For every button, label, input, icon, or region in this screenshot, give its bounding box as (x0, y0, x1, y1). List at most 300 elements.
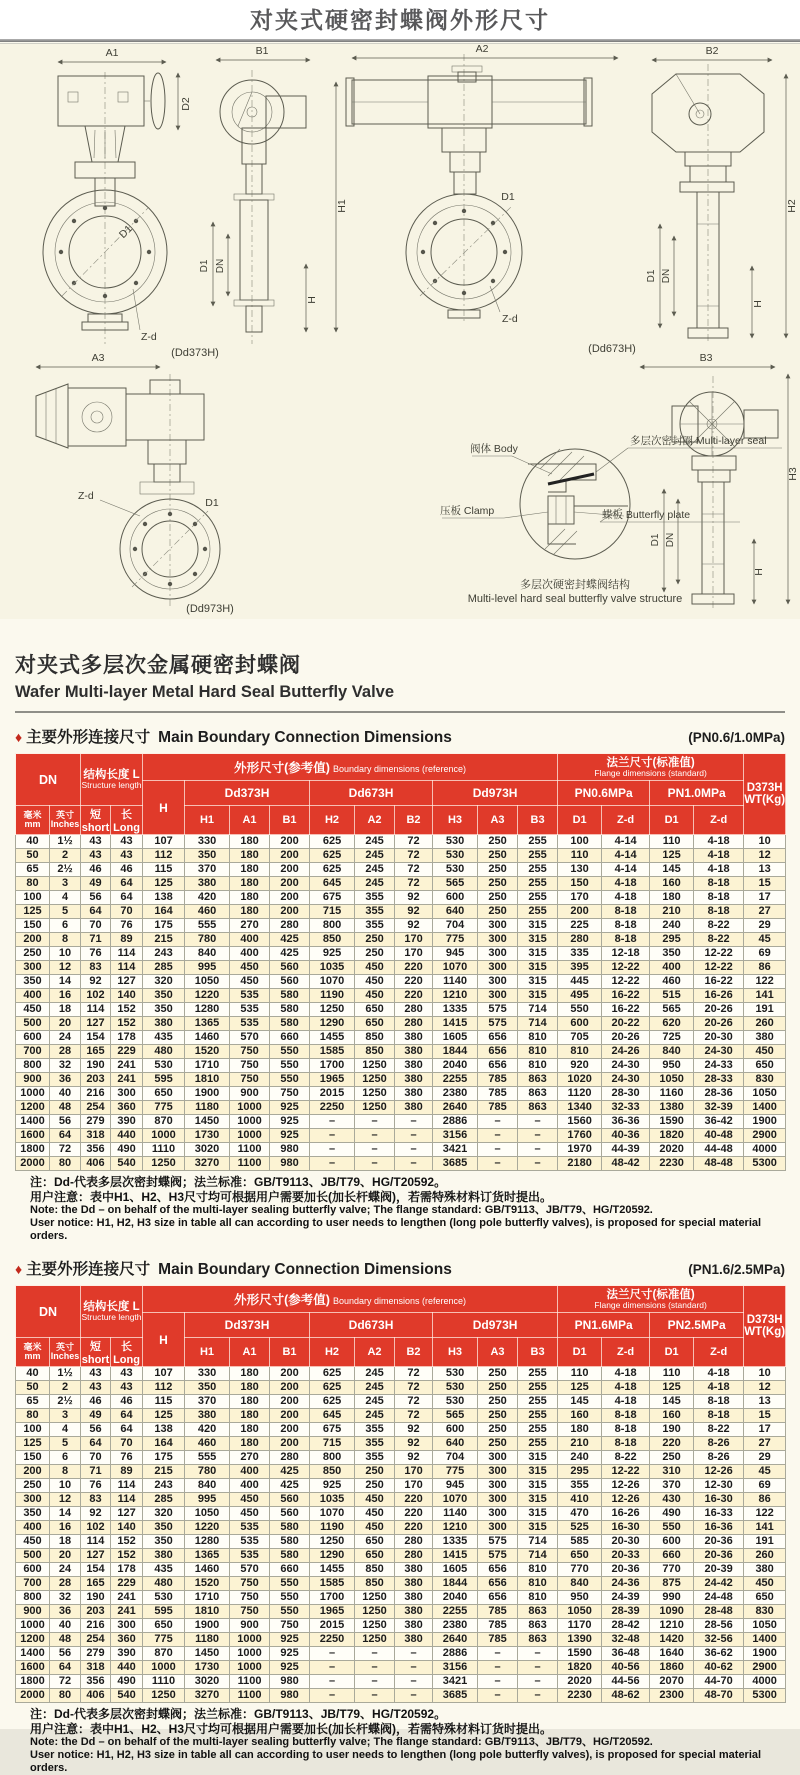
table-cell: 2230 (650, 1157, 694, 1171)
col-dd373h: Dd373H (185, 781, 310, 806)
table-cell: 300 (478, 933, 518, 947)
table-cell: 300 (478, 1465, 518, 1479)
table-cell: – (518, 1675, 558, 1689)
table-cell: 2255 (433, 1605, 478, 1619)
table-cell: 8 (50, 1465, 81, 1479)
dim-b2: B2 (705, 45, 719, 57)
table-cell: 1335 (433, 1003, 478, 1017)
table-row (16, 1689, 786, 1703)
table-cell: 160 (650, 1409, 694, 1423)
table-cell: 24-33 (694, 1059, 744, 1073)
table-cell: 24-26 (602, 1045, 650, 1059)
table-cell: 1250 (355, 1605, 395, 1619)
table-cell: 850 (355, 1563, 395, 1577)
table-cell: 180 (230, 1395, 270, 1409)
table-cell: 255 (518, 1409, 558, 1423)
table-cell: 5 (50, 1437, 81, 1451)
table-cell: 300 (478, 1479, 518, 1493)
table-cell: 450 (355, 989, 395, 1003)
table-cell: 810 (518, 1591, 558, 1605)
table-cell: 1710 (185, 1059, 230, 1073)
caption-dd973h: (Dd973H) (186, 603, 234, 615)
table-cell: 700 (16, 1045, 50, 1059)
table-heading-en: Main Boundary Connection Dimensions (158, 1261, 452, 1278)
table-cell: 8-18 (694, 891, 744, 905)
table-cell: 154 (81, 1031, 111, 1045)
dim-zd: Z-d (78, 490, 94, 502)
col-zd-b: Z-d (694, 806, 744, 835)
table-cell: 1290 (310, 1549, 355, 1563)
table-cell: 20-26 (694, 1017, 744, 1031)
table-cell: 24-30 (602, 1073, 650, 1087)
col-h1: H1 (185, 806, 230, 835)
table-cell: 495 (558, 989, 602, 1003)
table-cell: 138 (143, 891, 185, 905)
table-cell: 525 (558, 1521, 602, 1535)
table-cell: 1900 (744, 1115, 786, 1129)
table-cell: – (478, 1143, 518, 1157)
table-cell: 16-26 (694, 989, 744, 1003)
table-cell: 200 (270, 1423, 310, 1437)
table-cell: 127 (81, 1017, 111, 1031)
table-cell: 10 (744, 835, 786, 849)
table-cell: 12 (50, 961, 81, 975)
table-cell: 350 (16, 1507, 50, 1521)
table-cell: 69 (744, 947, 786, 961)
table-cell: 241 (111, 1591, 143, 1605)
table-cell: 270 (230, 919, 270, 933)
table-body (16, 835, 786, 1171)
table-cell: 125 (558, 1381, 602, 1395)
table-cell: 406 (81, 1689, 111, 1703)
table-cell: 555 (185, 1451, 230, 1465)
view-electric-side (640, 352, 799, 609)
table-cell: 315 (518, 961, 558, 975)
page-title: 对夹式硬密封蝶阀外形尺寸 (250, 7, 550, 33)
col-dd973h: Dd973H (433, 781, 558, 806)
table-cell: 535 (230, 989, 270, 1003)
dim-d1: D1 (646, 269, 657, 283)
table-cell: 1050 (185, 975, 230, 989)
view-pneumatic-front (346, 43, 618, 325)
table-cell: 925 (270, 1115, 310, 1129)
table-cell: 355 (355, 1437, 395, 1451)
table-cell: 1250 (143, 1157, 185, 1171)
table-cell: 245 (355, 877, 395, 891)
table-cell: 255 (518, 1437, 558, 1451)
table-cell: 1520 (185, 1577, 230, 1591)
table-cell: 2020 (558, 1675, 602, 1689)
table-cell: 530 (433, 1367, 478, 1381)
table-cell: 72 (395, 1381, 433, 1395)
table-cell: 1000 (230, 1129, 270, 1143)
table-cell: 250 (355, 1479, 395, 1493)
table-cell: 250 (478, 863, 518, 877)
table-cell: 200 (270, 891, 310, 905)
table-cell: 650 (355, 1003, 395, 1017)
table-cell: 380 (143, 1017, 185, 1031)
table-row (16, 1115, 786, 1129)
table-cell: 80 (16, 877, 50, 891)
table-cell: 850 (355, 1577, 395, 1591)
table-cell: 138 (143, 1423, 185, 1437)
table-cell: 40-48 (694, 1129, 744, 1143)
table-cell: 530 (143, 1591, 185, 1605)
table-cell: 49 (81, 1409, 111, 1423)
table-cell: 1844 (433, 1045, 478, 1059)
table-cell: 250 (478, 1409, 518, 1423)
table-cell: 125 (650, 849, 694, 863)
table-cell: – (355, 1675, 395, 1689)
view-pneumatic-side (646, 45, 798, 344)
table-cell: 550 (270, 1045, 310, 1059)
table-cell: – (395, 1661, 433, 1675)
table-cell: 229 (111, 1045, 143, 1059)
table-cell: 114 (111, 1479, 143, 1493)
table-cell: 255 (518, 891, 558, 905)
table-cell: 1210 (433, 1521, 478, 1535)
table-cell: 12-22 (602, 1465, 650, 1479)
table-cell: 102 (81, 989, 111, 1003)
table-cell: 200 (270, 849, 310, 863)
table-cell: 1110 (143, 1143, 185, 1157)
table-cell: 704 (433, 919, 478, 933)
table-cell: 705 (558, 1031, 602, 1045)
table-cell: 3270 (185, 1157, 230, 1171)
table-cell: 6 (50, 919, 81, 933)
table-cell: 2070 (650, 1675, 694, 1689)
table-row (16, 1143, 786, 1157)
table-cell: 71 (81, 1465, 111, 1479)
table-cell: 16-30 (694, 1493, 744, 1507)
table-cell: 1450 (185, 1647, 230, 1661)
table-cell: 250 (478, 1423, 518, 1437)
table-cell: 350 (185, 849, 230, 863)
table-cell: 17 (744, 1423, 786, 1437)
table-cell: 300 (16, 1493, 50, 1507)
table-cell: 1100 (230, 1689, 270, 1703)
table-cell: 995 (185, 1493, 230, 1507)
table-cell: 460 (185, 905, 230, 919)
table-cell: 1100 (230, 1675, 270, 1689)
table-cell: 69 (744, 1479, 786, 1493)
table-cell: 480 (143, 1045, 185, 1059)
table-row (16, 989, 786, 1003)
table-cell: 390 (111, 1115, 143, 1129)
table-cell: 650 (355, 1549, 395, 1563)
table-cell: 650 (355, 1017, 395, 1031)
table-cell: 114 (111, 1493, 143, 1507)
table-row (16, 1451, 786, 1465)
table-cell: 1600 (16, 1661, 50, 1675)
table-cell: 625 (310, 1381, 355, 1395)
table-body (16, 1367, 786, 1703)
table-cell: 12-26 (602, 1493, 650, 1507)
table-cell: 300 (478, 989, 518, 1003)
table-cell: 925 (270, 1661, 310, 1675)
table-cell: 178 (111, 1031, 143, 1045)
table-cell: 356 (81, 1675, 111, 1689)
table-cell: 16-22 (602, 989, 650, 1003)
table-cell: 355 (355, 1451, 395, 1465)
table-cell: 425 (270, 933, 310, 947)
table-cell: 1365 (185, 1017, 230, 1031)
table-cell: 16-30 (602, 1521, 650, 1535)
table-cell: 1640 (650, 1647, 694, 1661)
table-row (16, 1479, 786, 1493)
table-cell: 12-30 (694, 1479, 744, 1493)
table-cell: 125 (143, 1409, 185, 1423)
table-cell: 1½ (50, 835, 81, 849)
table-cell: 625 (310, 863, 355, 877)
table-cell: 43 (81, 849, 111, 863)
table-cell: 530 (433, 849, 478, 863)
table-cell: 140 (111, 989, 143, 1003)
table-cell: 645 (310, 877, 355, 891)
table-cell: 115 (143, 863, 185, 877)
table-cell: 295 (650, 933, 694, 947)
callout-plate: 蝶板 Butterfly plate (602, 509, 691, 521)
table-cell: 145 (650, 1395, 694, 1409)
table-cell: 16-36 (694, 1521, 744, 1535)
table-cell: 1335 (433, 1535, 478, 1549)
table-cell: 70 (111, 905, 143, 919)
table-cell: 2000 (16, 1689, 50, 1703)
table-cell: 92 (81, 1507, 111, 1521)
table-cell: 255 (518, 849, 558, 863)
table-cell: 785 (478, 1073, 518, 1087)
table-cell: 560 (270, 1493, 310, 1507)
table-cell: 56 (50, 1115, 81, 1129)
table-cell: 5300 (744, 1689, 786, 1703)
table-cell: 2886 (433, 1647, 478, 1661)
table-cell: 620 (650, 1017, 694, 1031)
table-cell: 1000 (230, 1633, 270, 1647)
table-cell: 560 (270, 961, 310, 975)
table-cell: 380 (395, 1031, 433, 1045)
table-cell: 850 (355, 1045, 395, 1059)
table-cell: 600 (433, 1423, 478, 1437)
table-header (16, 1286, 786, 1367)
table-cell: 750 (230, 1605, 270, 1619)
table-cell: 40 (50, 1087, 81, 1101)
table-cell: 715 (310, 1437, 355, 1451)
table-cell: 2000 (16, 1157, 50, 1171)
table-heading (15, 1257, 785, 1279)
table-cell: 32-33 (602, 1101, 650, 1115)
table-cell: 900 (230, 1619, 270, 1633)
table-cell: 1700 (310, 1059, 355, 1073)
table-cell: 840 (650, 1045, 694, 1059)
dim-a3: A3 (91, 352, 105, 364)
col-weight: D373H WT(Kg) (744, 754, 786, 835)
table-cell: 530 (433, 1395, 478, 1409)
note-en-1: Note: the Dd – on behalf of the multi-layer sealing butterfly valve; The flange standard: GB/T9113、JB/T79、HG/T20592. (30, 1204, 653, 1216)
table-heading-zh: 主要外形连接尺寸 (26, 729, 151, 746)
table-cell: – (478, 1157, 518, 1171)
table-cell: 515 (650, 989, 694, 1003)
view-gear-side (199, 45, 348, 344)
table-cell: 229 (111, 1577, 143, 1591)
table-cell: 925 (310, 947, 355, 961)
table-cell: 46 (81, 1395, 111, 1409)
table-cell: 530 (433, 863, 478, 877)
table-cell: 164 (143, 1437, 185, 1451)
table-cell: 200 (270, 877, 310, 891)
table-cell: 24 (50, 1563, 81, 1577)
table-cell: 1190 (310, 989, 355, 1003)
table-cell: 580 (270, 1003, 310, 1017)
table-cell: 48-42 (602, 1157, 650, 1171)
table-cell: 425 (270, 1479, 310, 1493)
table-cell: 550 (270, 1605, 310, 1619)
table-cell: 180 (230, 863, 270, 877)
table-cell: 656 (478, 1059, 518, 1073)
dim-d1: D1 (650, 533, 661, 547)
table-cell: 40 (16, 1367, 50, 1381)
table-cell: 2020 (650, 1143, 694, 1157)
table-cell: 1280 (185, 1535, 230, 1549)
table-cell: 425 (270, 947, 310, 961)
table-cell: 190 (81, 1059, 111, 1073)
table-cell: 12-26 (602, 1479, 650, 1493)
table-row (16, 1437, 786, 1451)
table-cell: 2255 (433, 1073, 478, 1087)
table-cell: 300 (478, 961, 518, 975)
table-cell: 191 (744, 1003, 786, 1017)
table-cell: 43 (111, 849, 143, 863)
table-cell: 18 (50, 1003, 81, 1017)
col-a1: A1 (230, 1338, 270, 1367)
table-cell: 1250 (355, 1087, 395, 1101)
table-cell: 1365 (185, 1549, 230, 1563)
table-cell: 2015 (310, 1087, 355, 1101)
table-cell: 1760 (558, 1129, 602, 1143)
table-cell: 270 (230, 1451, 270, 1465)
table-cell: 660 (650, 1549, 694, 1563)
col-dd973h: Dd973H (433, 1313, 558, 1338)
table-cell: 180 (650, 891, 694, 905)
table-cell: 4-18 (602, 891, 650, 905)
table-cell: 450 (230, 1507, 270, 1521)
note-en-2: User notice: H1, H2, H3 size in table all can according to user needs to lengthen (long pole butterfly valves), is proposed for special material orders. (30, 1749, 762, 1774)
table-cell: 200 (270, 1437, 310, 1451)
dim-h1: H1 (336, 199, 348, 213)
table-cell: 220 (395, 1521, 433, 1535)
table-cell: – (478, 1115, 518, 1129)
table-cell: 350 (185, 1381, 230, 1395)
table-cell: 56 (50, 1647, 81, 1661)
table-cell: 220 (395, 961, 433, 975)
table-cell: 250 (16, 1479, 50, 1493)
table-cell: 785 (478, 1633, 518, 1647)
table-cell: 180 (230, 1381, 270, 1395)
valve-drawings (0, 44, 800, 619)
table-row (16, 1395, 786, 1409)
table-cell: 92 (395, 1437, 433, 1451)
col-h2: H2 (310, 806, 355, 835)
table-cell: 92 (395, 1451, 433, 1465)
table-cell: 8-26 (694, 1451, 744, 1465)
pressure-rating: (PN1.6/2.5MPa) (688, 1262, 785, 1277)
table-cell: 150 (558, 877, 602, 891)
table-cell: 625 (310, 1367, 355, 1381)
table-cell: 1520 (185, 1045, 230, 1059)
table-cell: 1050 (744, 1619, 786, 1633)
table-cell: 28 (50, 1577, 81, 1591)
dim-a1: A1 (105, 47, 119, 59)
table-cell: 100 (558, 835, 602, 849)
table-cell: 1730 (185, 1129, 230, 1143)
table-cell: – (518, 1115, 558, 1129)
callout-body: 阀体 Body (470, 443, 518, 455)
col-d1-b: D1 (650, 1338, 694, 1367)
table-cell: 255 (518, 835, 558, 849)
table-cell: 16 (50, 1521, 81, 1535)
table-cell: 550 (270, 1073, 310, 1087)
table-cell: 780 (185, 1465, 230, 1479)
table-cell: 40-56 (602, 1661, 650, 1675)
dim-dn: DN (661, 268, 672, 284)
table-cell: 44-56 (602, 1675, 650, 1689)
table-cell: 1900 (185, 1619, 230, 1633)
table-cell: 656 (478, 1577, 518, 1591)
table-cell: 255 (518, 905, 558, 919)
table-cell: 1250 (143, 1689, 185, 1703)
table-cell: 650 (744, 1059, 786, 1073)
table-cell: 1585 (310, 1577, 355, 1591)
table-cell: 2½ (50, 1395, 81, 1409)
table-cell: 875 (650, 1577, 694, 1591)
table-cell: 1250 (310, 1535, 355, 1549)
table-cell: 585 (558, 1535, 602, 1549)
table-cell: 850 (310, 933, 355, 947)
table-cell: 36-36 (602, 1115, 650, 1129)
table-cell: 925 (270, 1633, 310, 1647)
table-cell: 1050 (650, 1073, 694, 1087)
table-cell: 107 (143, 1367, 185, 1381)
table-cell: 107 (143, 835, 185, 849)
table-cell: 28-39 (602, 1605, 650, 1619)
table-cell: 800 (310, 1451, 355, 1465)
table-cell: 1450 (185, 1115, 230, 1129)
table-cell: 3421 (433, 1675, 478, 1689)
table-cell: 285 (143, 1493, 185, 1507)
col-pn-a: PN0.6MPa (558, 781, 650, 806)
table-cell: 76 (81, 1479, 111, 1493)
table-cell: 650 (143, 1619, 185, 1633)
table-cell: 420 (185, 891, 230, 905)
table-cell: 254 (81, 1633, 111, 1647)
table-cell: 580 (270, 1521, 310, 1535)
table-cell: 45 (744, 1465, 786, 1479)
table-cell: 1140 (433, 1507, 478, 1521)
table-cell: 122 (744, 1507, 786, 1521)
col-b1: B1 (270, 806, 310, 835)
table-cell: 450 (355, 1507, 395, 1521)
dim-h: H (753, 568, 765, 576)
caption-dd673h: (Dd673H) (588, 343, 636, 355)
table-cell: 24-48 (694, 1591, 744, 1605)
table-cell: 1800 (16, 1675, 50, 1689)
table-cell: 656 (478, 1031, 518, 1045)
table-cell: – (310, 1115, 355, 1129)
table-cell: 152 (111, 1003, 143, 1017)
table-cell: 36-48 (602, 1647, 650, 1661)
table-cell: 980 (270, 1157, 310, 1171)
table-cell: 2250 (310, 1633, 355, 1647)
table-cell: 150 (16, 919, 50, 933)
